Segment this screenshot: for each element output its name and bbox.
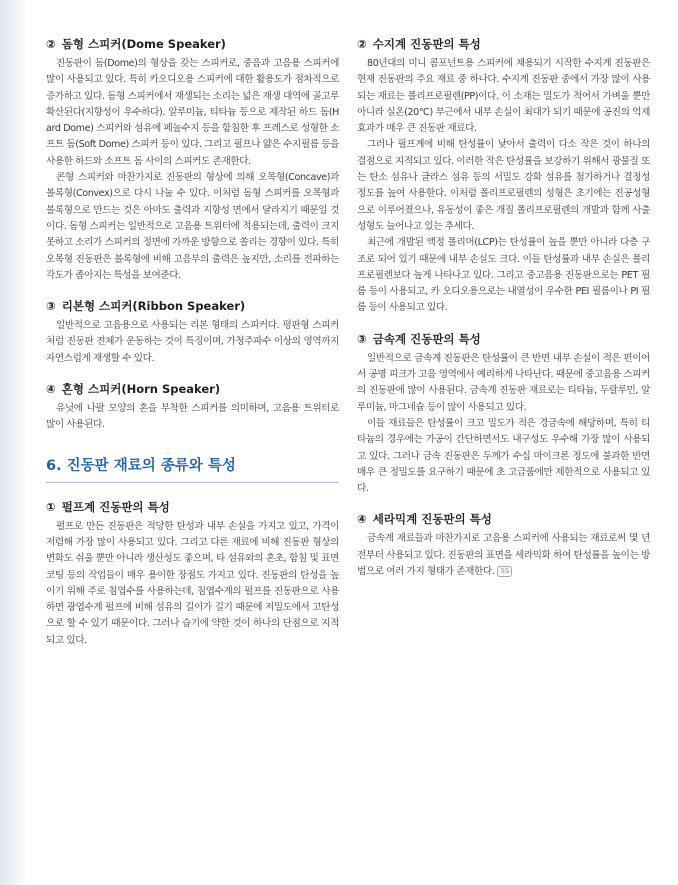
heading-dome-speaker [46, 36, 339, 52]
section-horn-speaker [46, 381, 339, 434]
paragraph: 이들 재료들은 탄성률이 크고 밀도가 적은 경금속에 해당하며, 특히 티타늄의 경우에는 가공이 간단하면서도 내구성도 우수해 가장 많이 사용되고 있다. 그러나 금속 진동판은 두께가 수십 마이크론 정도에 불과한 반면 매우 큰 정밀도를 요구하기 때문에 초 고급품에만 제한적으로 사용되고 있다. [357, 417, 650, 495]
article-end-mark: SS [497, 566, 512, 577]
heading-ceramic-diaphragm [357, 511, 650, 527]
page-edge-shade [0, 0, 30, 885]
paragraph: 80년대의 미니 콤포넌트용 스피커에 채용되기 시작한 수지계 진동판은 현재 진동판의 주요 재료 중 하나다. 수지계 진동판 중에서 가장 많이 사용되는 재료는 폴리프로필렌(PP)이다. 이 소재는 밀도가 적어서 가벼울 뿐만 아니라 실온(20℃) 부근에서 내부 손실이 최대가 되기 때문에 공진의 억제효과가 매우 큰 진동판 재료다. [357, 58, 650, 135]
chapter-title: 6. 진동판 재료의 종류와 특성 [46, 456, 339, 483]
paragraph-last [357, 531, 650, 580]
heading-number: ④ [46, 382, 56, 397]
paragraph: 유닛에 나팔 모양의 혼을 부착한 스피커를 의미하며, 고음용 트위터로 많이 사용된다. [46, 403, 339, 431]
heading-text: 수지계 진동판의 특성 [372, 37, 481, 51]
heading-metal-diaphragm [357, 331, 650, 347]
heading-number: ④ [357, 512, 367, 527]
paragraph: 펄프로 만든 진동판은 적당한 탄성과 내부 손실을 가지고 있고, 가격이 저렴해 가장 많이 사용되고 있다. 그리고 다른 재료에 비해 진동판 형상의 변화도 쉬울 뿐만 아니라 생산성도 좋으며, 타 섬유와의 혼초, 함침 및 표면 코팅 등의 작업들이 매우 용이한 장점도 가지고 있다. 진동판의 탄성을 높이기 위해 주로 침엽수를 사용하는데, 침엽수계의 펄프를 진동판으로 사용하면 광엽수계 펄프에 비해 섬유의 길이가 길기 때문에 저밀도에서 고탄성으로 할 수 있기 때문이다. 그러나 습기에 약한 것이 하나의 단점으로 지적되고 있다. [46, 520, 339, 646]
paragraph: 그러나 필프계에 비해 탄성률이 낮아서 출력이 다소 작은 것이 하나의 결점으로 지적되고 있다. 이러한 작은 탄성률을 보강하기 위해서 광물질 또는 탄소 섬유나 글라스 섬유 등의 서밀도 강화 섬유를 첨가하거나 결정성 정도를 높여 사용한다. 이처럼 폴리프로필렌의 성형은 초기에는 진공성형으로 이루어졌으나, 유동성이 좋은 개질 폴리프로필렌의 개발과 함께 사출성형도 늘어나고 있는 추세다. [357, 139, 650, 232]
heading-text: 리본형 스피커(Ribbon Speaker) [61, 299, 246, 314]
heading-text: 혼형 스피커(Horn Speaker) [61, 382, 221, 397]
heading-text: 돔형 스피커(Dome Speaker) [61, 37, 226, 51]
heading-text: 펄프계 진동판의 특성 [61, 499, 170, 514]
section-ceramic-diaphragm [357, 511, 650, 580]
heading-number: ③ [357, 331, 367, 346]
heading-horn-speaker [46, 381, 339, 397]
heading-number: ③ [46, 299, 56, 314]
paragraph: 진동판이 돔(Dome)의 형상을 갖는 스피커로, 중음과 고음용 스피커에 많이 사용되고 있다. 특히 카오디오용 스피커에 대한 활용도가 점차적으로 증가하고 있다. 돔형 스피커에서 재생되는 소리는 넓은 재생 대역에 골고루 확산된다(지향성이 우수하다). 알루미늄, 티타늄 등으로 제작된 하드 돔(Hard Dome) 스피커와 섬유에 페놀수지 등을 함침한 후 프레스로 성형한 소프트 돔(Soft Dome) 스피커 등이 있다. 그리고 필프나 얇은 수지필름 등을 사용한 하드와 소프트 돔 사이의 스피커도 존재한다. [46, 58, 339, 167]
paragraph: 일반적으로 금속계 진동판은 탄성률이 큰 반면 내부 손실이 적은 편이어서 공명 피크가 고음 영역에서 예리하게 나타난다. 때문에 중고음용 스피커의 진동판에 많이 사용된다. 금속계 진동판 재료로는 티타늄, 두랄루민, 알루미늄, 마그네슘 등이 많이 사용되고 있다. [357, 352, 650, 413]
heading-text: 세라믹계 진동판의 특성 [372, 512, 492, 527]
heading-text: 금속계 진동판의 특성 [372, 331, 481, 346]
section-resin-diaphragm [357, 36, 650, 317]
section-pulp-diaphragm [46, 499, 339, 649]
section-dome-speaker [46, 36, 339, 284]
paragraph: 콘형 스피커와 마찬가지로 진동판의 형상에 의해 오목형(Concave)과 볼록형(Convex)으로 다시 나눌 수 있다. 이처럼 돔형 스피커를 오목형과 볼록형으로 만드는 것은 아마도 출력과 지향성 면에서 달라지기 때문일 것이다. 돔형 스피커는 일반적으로 고음용 트위터에 적용되는데, 출력이 크지 못하고 소리가 스피커의 정면에 가까운 방향으로 쏠리는 경향이 있다. 특히 오목형 진동판은 볼록형에 비해 고음부의 출력은 높지만, 소리를 전파하는 각도가 좁아지는 특성을 보여준다. [46, 172, 339, 281]
section-metal-diaphragm [357, 331, 650, 498]
paragraph: 최근에 개발된 액정 폴리머(LCP)는 탄성률이 높을 뿐만 아니라 다층 구조로 되어 있기 때문에 내부 손실도 크다. 이들 탄성률과 내부 손실은 폴리프로필렌보다 높게 나타나고 있다. 그리고 중고음용 진동판으로는 PET 필름 등이 사용되고, 카 오디오용으로는 내열성이 우수한 PEI 필름이나 PI 필름 등이 사용되고 있다. [357, 237, 650, 314]
section-ribbon-speaker [46, 298, 339, 367]
paragraph-text: 금속계 재료들과 마찬가지로 고음용 스피커에 사용되는 재료로써 몇 년 전부터 사용되고 있다. 진동판의 표면을 세라믹화 하여 탄성률을 높이는 방법으로 여러 가지 형태가 존재한다. [357, 533, 650, 578]
heading-pulp-diaphragm [46, 499, 339, 515]
heading-number: ① [46, 499, 56, 514]
heading-resin-diaphragm [357, 36, 650, 52]
left-column [46, 36, 339, 663]
heading-number: ② [46, 37, 56, 51]
paragraph: 일반적으로 고음용으로 사용되는 리본 형태의 스피커다. 평판형 스피커처럼 진동판 전체가 운동하는 것이 특징이며, 가청주파수 이상의 영역까지 자연스럽게 재생할 수 있다. [46, 320, 339, 364]
right-column [357, 36, 650, 594]
heading-ribbon-speaker [46, 298, 339, 314]
heading-number: ② [357, 37, 367, 51]
